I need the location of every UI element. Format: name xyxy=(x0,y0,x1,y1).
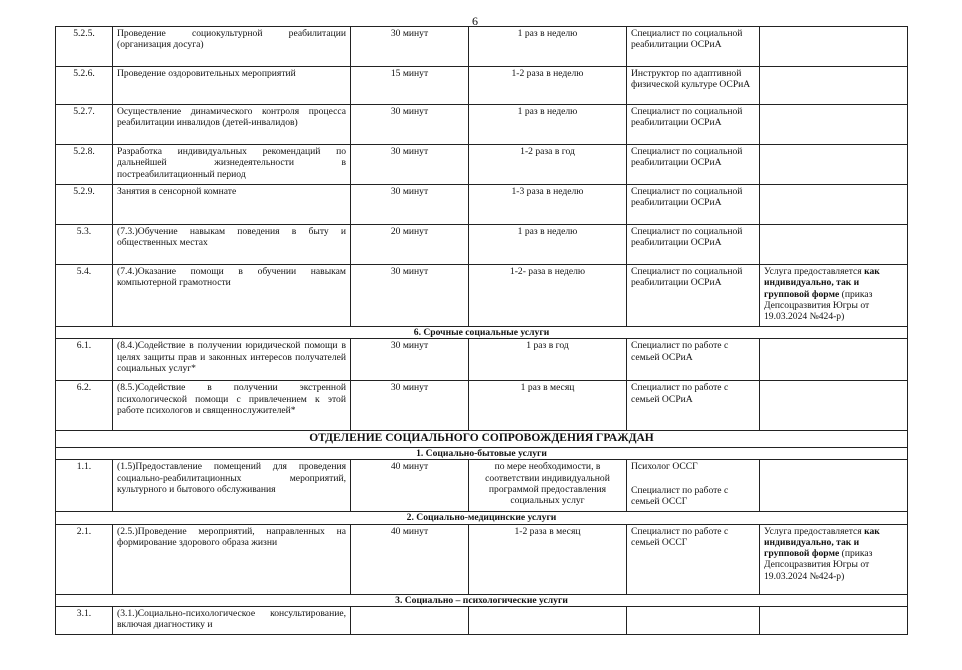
service-executor: Специалист по социальной реабилитации ОСРиА xyxy=(627,145,760,185)
department-header: ОТДЕЛЕНИЕ СОЦИАЛЬНОГО СОПРОВОЖДЕНИЯ ГРАЖДАН xyxy=(56,431,908,448)
service-time: 30 минут xyxy=(351,265,469,327)
service-name: Проведение оздоровительных мероприятий xyxy=(113,67,351,105)
service-note xyxy=(760,225,908,265)
section-header: 3. Социально – психологические услуги xyxy=(56,594,908,606)
service-note xyxy=(760,67,908,105)
service-frequency: 1-3 раза в неделю xyxy=(469,185,627,225)
service-note xyxy=(760,145,908,185)
service-time: 15 минут xyxy=(351,67,469,105)
service-frequency: 1-2 раза в неделю xyxy=(469,67,627,105)
table-row xyxy=(56,606,908,634)
service-name: Осуществление динамического контроля процесса реабилитации инвалидов (детей-инвалидов) xyxy=(113,105,351,145)
service-note xyxy=(760,606,908,634)
table-row xyxy=(56,524,908,594)
row-number: 1.1. xyxy=(56,460,113,512)
service-time: 40 минут xyxy=(351,460,469,512)
section-header: 1. Социально-бытовые услуги xyxy=(56,447,908,459)
service-executor: Специалист по социальной реабилитации ОСРиА xyxy=(627,105,760,145)
section-header: 6. Срочные социальные услуги xyxy=(56,327,908,339)
table-row xyxy=(56,105,908,145)
row-number: 5.4. xyxy=(56,265,113,327)
row-number: 5.2.9. xyxy=(56,185,113,225)
row-number: 5.2.5. xyxy=(56,27,113,67)
page-number: 6 xyxy=(472,14,478,28)
service-note xyxy=(760,381,908,431)
service-name: (2.5.)Проведение мероприятий, направленных на формирование здорового образа жизни xyxy=(113,524,351,594)
row-number: 6.2. xyxy=(56,381,113,431)
service-executor: Специалист по социальной реабилитации ОСРиА xyxy=(627,185,760,225)
service-name: (1.5)Предоставление помещений для проведения социально-реабилитационных мероприятий, культурного и бытового обслуживания xyxy=(113,460,351,512)
table-row xyxy=(56,67,908,105)
service-note: Услуга предоставляется как индивидуально, так и групповой форме (приказ Депсоцразвития Югры от 19.03.2024 №424-р) xyxy=(760,524,908,594)
service-frequency: 1-2 раза в год xyxy=(469,145,627,185)
service-note xyxy=(760,460,908,512)
service-name: Занятия в сенсорной комнате xyxy=(113,185,351,225)
service-frequency: 1 раз в месяц xyxy=(469,381,627,431)
service-note xyxy=(760,27,908,67)
service-note xyxy=(760,339,908,381)
row-number: 3.1. xyxy=(56,606,113,634)
service-time: 30 минут xyxy=(351,27,469,67)
service-executor: Психолог ОССГ Специалист по работе с семьей ОССГ xyxy=(627,460,760,512)
table-row xyxy=(56,225,908,265)
service-frequency: 1 раз в год xyxy=(469,339,627,381)
service-executor: Специалист по работе с семьей ОСРиА xyxy=(627,339,760,381)
service-name: (8.5.)Содействие в получении экстренной психологической помощи с привлечением к этой работе психологов и священнослужителей* xyxy=(113,381,351,431)
table-row xyxy=(56,185,908,225)
service-name: (7.4.)Оказание помощи в обучении навыкам компьютерной грамотности xyxy=(113,265,351,327)
service-time: 30 минут xyxy=(351,381,469,431)
service-frequency: 1 раз в неделю xyxy=(469,27,627,67)
service-note xyxy=(760,105,908,145)
row-number: 2.1. xyxy=(56,524,113,594)
service-name: Проведение социокультурной реабилитации (организация досуга) xyxy=(113,27,351,67)
row-number: 5.2.6. xyxy=(56,67,113,105)
service-frequency: 1 раз в неделю xyxy=(469,225,627,265)
service-executor xyxy=(627,606,760,634)
service-frequency: 1-2 раза в месяц xyxy=(469,524,627,594)
service-name: (3.1.)Социально-психологическое консультирование, включая диагностику и xyxy=(113,606,351,634)
service-time: 30 минут xyxy=(351,145,469,185)
service-executor: Специалист по работе с семьей ОСРиА xyxy=(627,381,760,431)
service-time: 30 минут xyxy=(351,339,469,381)
service-name: Разработка индивидуальных рекомендаций по дальнейшей жизнедеятельности в постреабилитационный период xyxy=(113,145,351,185)
table-row xyxy=(56,339,908,381)
row-number: 5.2.8. xyxy=(56,145,113,185)
service-time: 40 минут xyxy=(351,524,469,594)
table-row xyxy=(56,27,908,67)
service-time xyxy=(351,606,469,634)
service-frequency: 1-2- раза в неделю xyxy=(469,265,627,327)
service-note xyxy=(760,185,908,225)
row-number: 5.3. xyxy=(56,225,113,265)
service-executor: Специалист по социальной реабилитации ОСРиА xyxy=(627,27,760,67)
service-frequency: по мере необходимости, в соответствии индивидуальной программой предоставления социальных услуг xyxy=(469,460,627,512)
service-executor: Специалист по социальной реабилитации ОСРиА xyxy=(627,225,760,265)
table-row xyxy=(56,460,908,512)
service-time: 30 минут xyxy=(351,185,469,225)
table-row xyxy=(56,145,908,185)
service-name: (8.4.)Содействие в получении юридической помощи в целях защиты прав и законных интересов получателей социальных услуг* xyxy=(113,339,351,381)
row-number: 5.2.7. xyxy=(56,105,113,145)
service-time: 20 минут xyxy=(351,225,469,265)
row-number: 6.1. xyxy=(56,339,113,381)
table-row xyxy=(56,265,908,327)
service-frequency xyxy=(469,606,627,634)
service-note: Услуга предоставляется как индивидуально, так и групповой форме (приказ Депсоцразвития Югры от 19.03.2024 №424-р) xyxy=(760,265,908,327)
table-row xyxy=(56,381,908,431)
service-executor: Специалист по работе с семьей ОССГ xyxy=(627,524,760,594)
service-name: (7.3.)Обучение навыкам поведения в быту и общественных местах xyxy=(113,225,351,265)
service-executor: Инструктор по адаптивной физической культуре ОСРиА xyxy=(627,67,760,105)
section-header: 2. Социально-медицинские услуги xyxy=(56,512,908,524)
service-frequency: 1 раз в неделю xyxy=(469,105,627,145)
service-time: 30 минут xyxy=(351,105,469,145)
service-executor: Специалист по социальной реабилитации ОСРиА xyxy=(627,265,760,327)
services-table xyxy=(55,26,908,635)
